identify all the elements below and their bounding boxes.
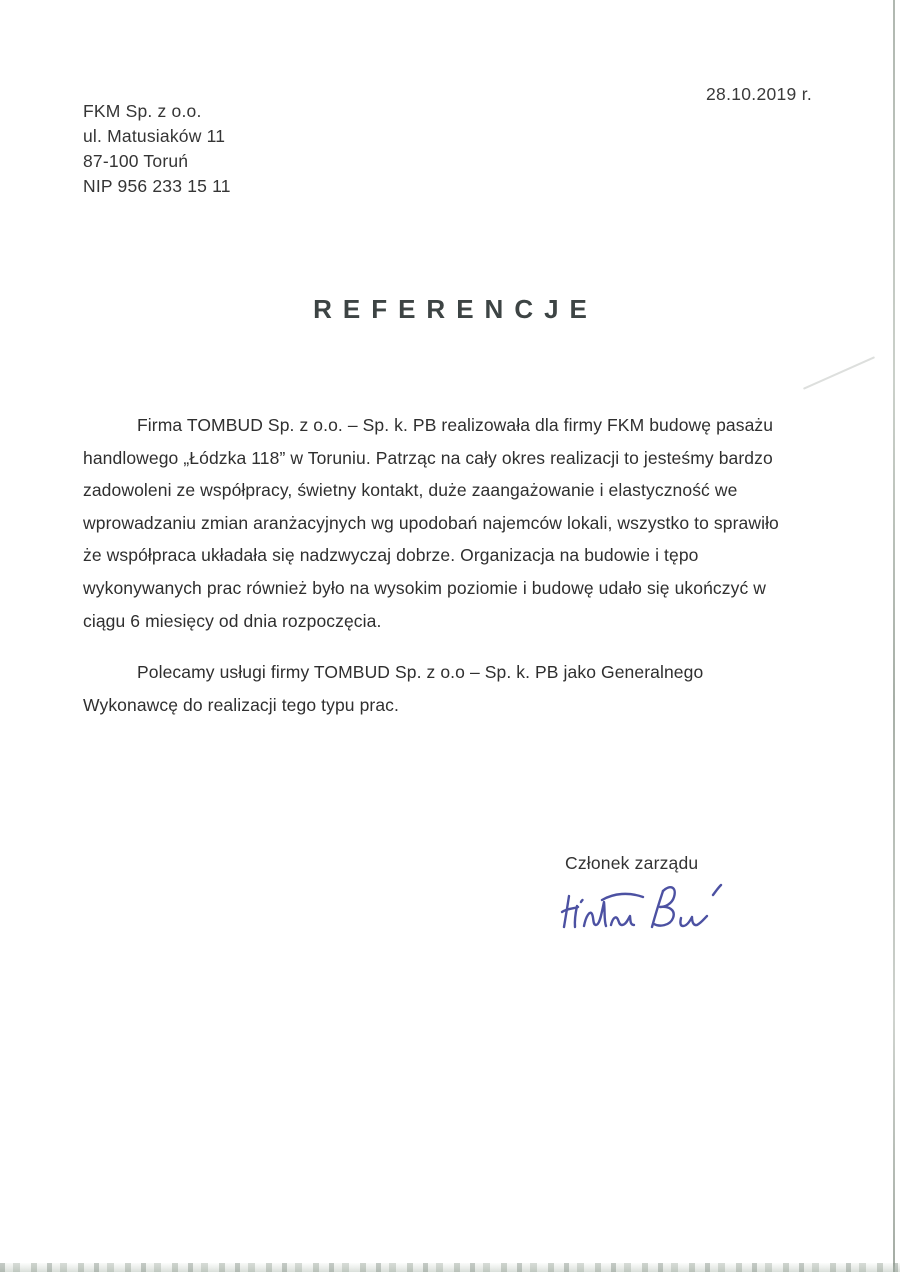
paragraph-line: że współpraca układała się nadzwyczaj dobrze. Organizacja na budowie i tępo [83,545,699,566]
sender-nip: NIP 956 233 15 11 [83,176,231,196]
paragraph-line: wykonywanych prac również było na wysokim poziomie i budowę udało się ukończyć w [83,577,767,598]
paragraph-line: ciągu 6 miesięcy od dnia rozpoczęcia. [83,610,382,631]
paragraph-line: handlowego „Łódzka 118” w Toruniu. Patrząc na cały okres realizacji to jesteśmy bardzo [83,447,773,468]
scan-bottom-noise [0,1263,900,1272]
paragraph-line: wprowadzaniu zmian aranżacyjnych wg upodobań najemców lokali, wszystko to sprawiło [83,512,779,533]
body-paragraph-1 [83,409,825,637]
paragraph-line: Polecamy usługi firmy TOMBUD Sp. z o.o – Sp. k. PB jako Generalnego [137,662,704,682]
scan-scratch-artifact [803,356,875,390]
letter-date: 28.10.2019 r. [706,84,813,104]
sender-street: ul. Matusiaków 11 [83,126,226,146]
scan-edge-line [893,0,895,1272]
sender-city: 87-100 Toruń [83,151,189,171]
paragraph-line: Firma TOMBUD Sp. z o.o. – Sp. k. PB realizowała dla firmy FKM budowę pasażu [137,415,774,435]
letter-title: REFERENCJE [313,294,598,324]
signatory-role: Członek zarządu [565,853,699,873]
paragraph-line: Wykonawcę do realizacji tego typu prac. [83,694,399,715]
paragraph-line: zadowoleni ze współpracy, świetny kontakt, duże zaangażowanie i elastyczność we [83,480,738,501]
handwritten-signature [557,880,729,936]
sender-address-block [83,99,231,199]
sender-company-name: FKM Sp. z o.o. [83,101,202,121]
body-paragraph-2 [83,656,825,721]
